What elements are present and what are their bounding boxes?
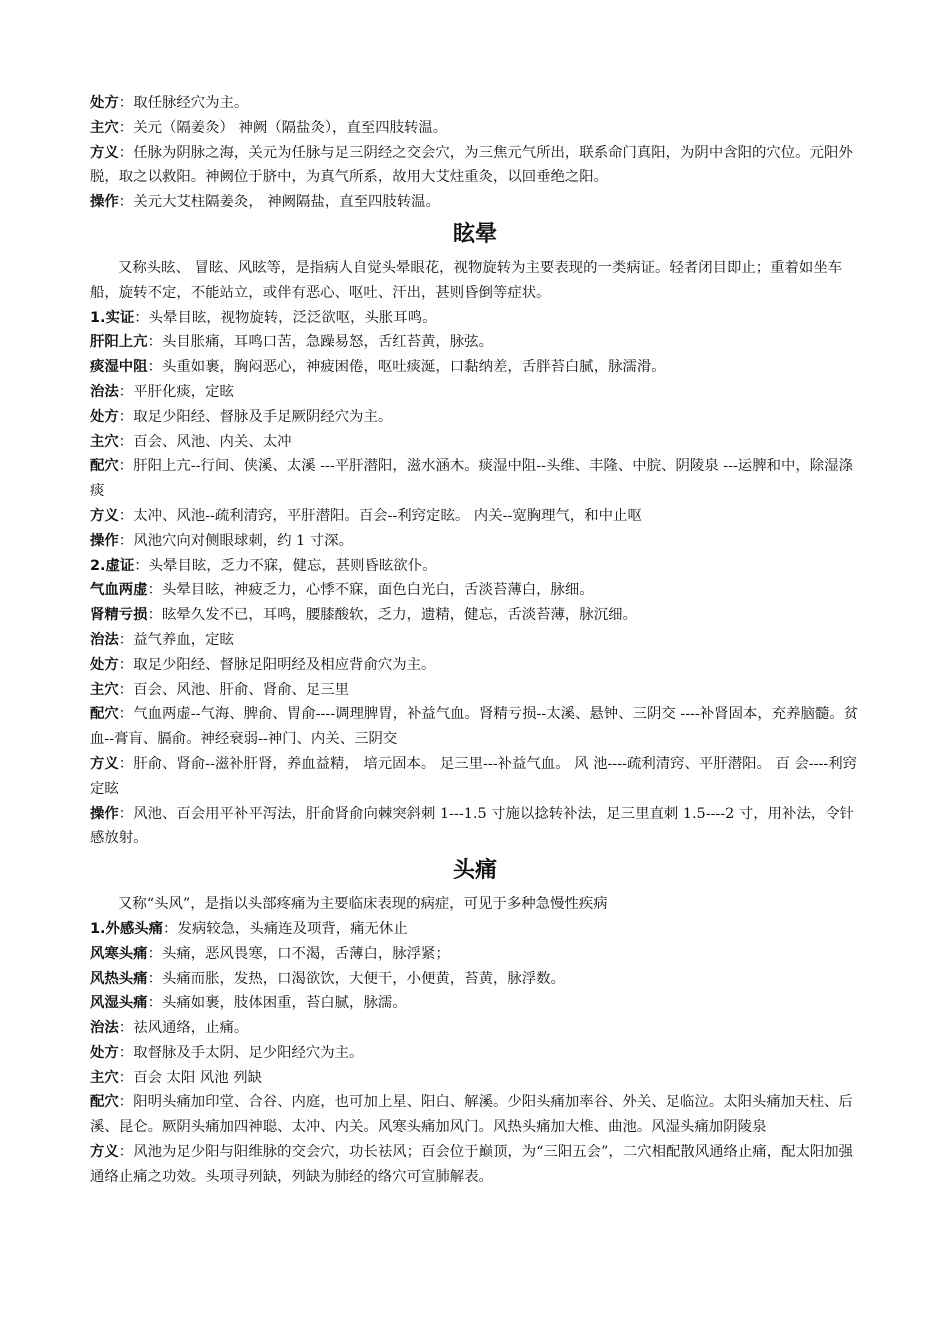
entry-line: 操作：风池穴向对侧眼球刺，约 1 寸深。 [90, 532, 353, 549]
intro-line-prescription: 处方：取任脉经穴为主。 [90, 95, 249, 111]
intro-line-main-points: 主穴：关元（隔姜灸） 神阙（隔盐灸），直至四肢转温。 [90, 119, 448, 136]
entry-line: 处方：取足少阳经、督脉及手足厥阴经穴为主。 [90, 408, 393, 425]
entry-line: 主穴：百会、风池、肝俞、肾俞、足三里 [90, 681, 350, 698]
entry-line: 方义：风池为足少阳与阳维脉的交会穴，功长祛风；百会位于巅顶，为“三阳五会”，二穴相配散风通络止痛，配太阳加强通络止痛之功效。头项寻列缺，列缺为肺经的络穴可宣肺解表。 [90, 1144, 854, 1185]
entry-line: 2.虚证：头晕目眩，乏力不寐，健忘，甚则昏眩欲仆。 [90, 557, 437, 574]
entry-line: 治法：平肝化痰，定眩 [90, 383, 234, 400]
entry-line: 风湿头痛：头痛如裹，肢体困重，苔白腻，脉濡。 [90, 995, 407, 1012]
section-intro: 又称“头风”，是指以头部疼痛为主要临床表现的病症，可见于多种急慢性疾病 [118, 896, 608, 913]
section-intro: 又称头眩、 冒眩、风眩等，是指病人自觉头晕眼花，视物旋转为主要表现的一类病证。轻者闭目即止；重着如坐车船，旋转不定，不能站立，或伴有恶心、呕吐、汗出，甚则昏倒等症状。 [90, 259, 843, 301]
entry-line: 配穴：肝阳上亢--行间、侠溪、太溪 ---平肝潜阳，滋水涵木。痰湿中阻--头维、丰隆、中脘、阴陵泉 ---运脾和中，除湿涤痰 [90, 458, 853, 500]
entry-line: 肝阳上亢：头目胀痛，耳鸣口苦，急躁易怒，舌红苔黄，脉弦。 [90, 334, 493, 351]
section-xuanyun [90, 256, 860, 851]
section-toutong [90, 892, 860, 1190]
entry-line: 治法：祛风通络，止痛。 [90, 1020, 249, 1037]
intro-line-operation: 操作：关元大艾柱隔姜灸， 神阙隔盐，直至四肢转温。 [90, 194, 440, 211]
section-title-toutong: 头痛 [452, 858, 497, 884]
entry-line: 1.实证：头晕目眩，视物旋转，泛泛欲呕，头胀耳鸣。 [90, 309, 437, 326]
section-title-xuanyun: 眩晕 [452, 221, 497, 247]
entry-line: 主穴：百会 太阳 风池 列缺 [90, 1069, 263, 1086]
entry-line: 主穴：百会、风池、内关、太冲 [90, 433, 292, 450]
intro-block [90, 91, 860, 215]
entry-line: 方义：肝俞、肾俞--滋补肝肾，养血益精， 培元固本。 足三里---补益气血。 风 池----疏利清窍、平肝潜阳。 百 会----利窍定眩 [90, 755, 858, 797]
entry-line: 风寒头痛：头痛，恶风畏寒，口不渴，舌薄白，脉浮紧； [90, 945, 450, 962]
entry-line: 风热头痛：头痛而胀，发热，口渴欲饮，大便干，小便黄，苔黄，脉浮数。 [90, 970, 565, 987]
entry-line: 治法：益气养血，定眩 [90, 631, 234, 648]
entry-line: 处方：取督脉及手太阴、足少阳经穴为主。 [90, 1044, 364, 1061]
entry-line: 痰湿中阻：头重如裹，胸闷恶心，神疲困倦，呕吐痰涎，口黏纳差，舌胖苔白腻，脉濡滑。 [90, 359, 666, 376]
entry-line: 肾精亏损：眩晕久发不已，耳鸣，腰膝酸软，乏力，遗精，健忘，舌淡苔薄，脉沉细。 [90, 607, 637, 624]
entry-line: 操作：风池、百会用平补平泻法，肝俞肾俞向棘突斜刺 1---1.5 寸施以捻转补法，足三里直刺 1.5----2 寸，用补法，令针感放射。 [90, 805, 855, 847]
entry-line: 气血两虚：头晕目眩，神疲乏力，心悸不寐，面色白光白，舌淡苔薄白，脉细。 [90, 582, 594, 599]
entry-line: 配穴：阳明头痛加印堂、合谷、内庭，也可加上星、阳白、解溪。少阳头痛加率谷、外关、足临泣。太阳头痛加天柱、后溪、昆仑。厥阴头痛加四神聪、太冲、内关。风寒头痛加风门。风热头痛加大椎、曲池。风湿头痛加阴陵泉 [90, 1094, 853, 1136]
entry-line: 配穴：气血两虚--气海、脾俞、胃俞----调理脾胃，补益气血。肾精亏损--太溪、悬钟、三阴交 ----补肾固本，充养脑髓。贫血--膏肓、膈俞。神经衰弱--神门、内关、三阴交 [90, 706, 859, 748]
entry-line: 方义：太冲、风池--疏利清窍，平肝潜阳。百会--利窍定眩。 内关--宽胸理气，和中止呕 [90, 507, 642, 524]
intro-line-rationale: 方义：任脉为阴脉之海，关元为任脉与足三阴经之交会穴，为三焦元气所出，联系命门真阳，为阴中含阳的穴位。元阳外脱，取之以救阳。神阙位于脐中，为真气所系，故用大艾炷重灸，以回垂绝之阳。 [90, 144, 853, 186]
entry-line: 1.外感头痛：发病较急，头痛连及项背，痛无休止 [90, 920, 408, 937]
entry-line: 处方：取足少阳经、督脉足阳明经及相应背俞穴为主。 [90, 656, 436, 673]
